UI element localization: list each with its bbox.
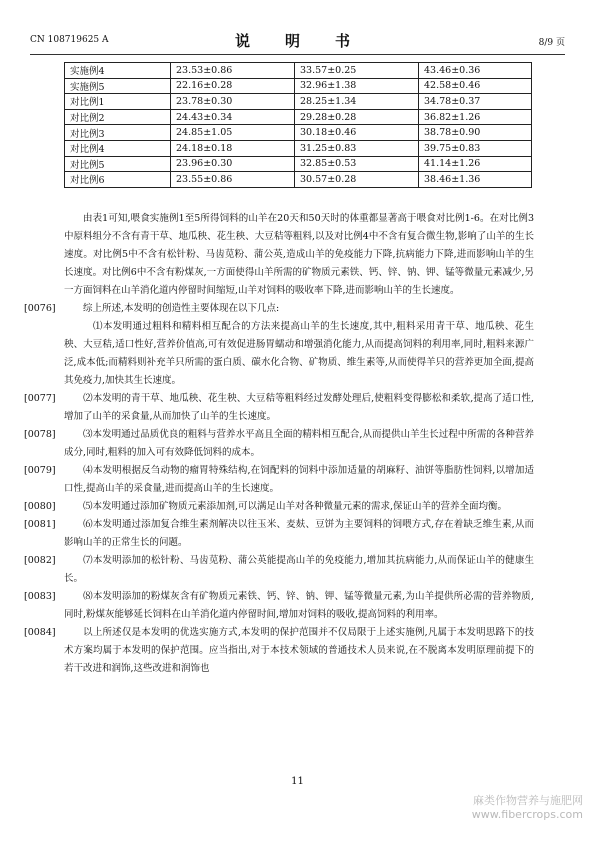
paragraph [24, 624, 534, 678]
table-cell-value: 23.96±0.30 [171, 156, 295, 172]
paragraph-number: [0079] [24, 465, 56, 476]
page-title: 说 明 书 [234, 32, 360, 50]
paragraph-text: 由表1可知,喂食实施例1至5所得饲料的山羊在20天和50天时的体重都显著高于喂食对比例1-6。在对比例3中原料组分不含有青干草、地瓜秧、花生秧、大豆秸等粗料,以及对比例4中不含有复合微生物,影响了山羊的生长速度。对比例5中不含有松针粉、马齿苋粉、蒲公英,造成山羊的免疫能力下降,抗病能力下降,进而影响山羊的生长速度。对比例6中不含有粉煤灰,一方面使得山羊所需的矿物质元素铁、钙、锌、钠、钾、锰等微量元素减少,另一方面饲料在山羊消化道内停留时间缩短,山羊对饲料的吸收率下降,进而影响山羊的生长速度。 [64, 213, 534, 296]
paragraph-text: ⑷本发明根据反刍动物的瘤胃特殊结构,在饲配料的饲料中添加适量的胡麻籽、油饼等脂肪性饲料,以增加适口性,提高山羊的采食量,进而提高山羊的生长速度。 [64, 465, 534, 494]
table-cell-value: 32.96±1.38 [295, 78, 419, 94]
table-cell-label: 对比例2 [65, 109, 171, 125]
paragraph-text: 以上所述仅是本发明的优选实施方式,本发明的保护范围并不仅局限于上述实施例,凡属于本发明思路下的技术方案均属于本发明的保护范围。应当指出,对于本技术领域的普通技术人员来说,在不脱离本发明原理前提下的若干改进和润饰,这些改进和润饰也 [64, 627, 534, 674]
table-cell-value: 38.78±0.90 [419, 125, 532, 141]
table-row [65, 94, 532, 110]
paragraph-number: [0081] [24, 519, 56, 530]
table-cell-value: 30.57±0.28 [295, 172, 419, 188]
paragraph [24, 588, 534, 624]
table-cell-value: 29.28±0.28 [295, 109, 419, 125]
paragraph [24, 516, 534, 552]
watermark [472, 794, 583, 822]
page-number: 11 [291, 776, 304, 787]
table-cell-value: 22.16±0.28 [171, 78, 295, 94]
table-cell-value: 41.14±1.26 [419, 156, 532, 172]
paragraph-number: [0084] [24, 627, 56, 638]
paragraph-text: ⑹本发明通过添加复合维生素剂解决以往玉米、麦麸、豆饼为主要饲料的饲喂方式,存在着缺乏维生素,从而影响山羊的正常生长的问题。 [64, 519, 534, 548]
table-cell-label: 对比例5 [65, 156, 171, 172]
table-cell-value: 30.18±0.46 [295, 125, 419, 141]
table-row [65, 78, 532, 94]
paragraph-number: [0077] [24, 393, 56, 404]
table-cell-label: 实施例4 [65, 63, 171, 79]
table-row [65, 156, 532, 172]
paragraph [64, 318, 534, 390]
paragraph-text: ⑺本发明添加的松针粉、马齿苋粉、蒲公英能提高山羊的免疫能力,增加其抗病能力,从而保证山羊的健康生长。 [64, 555, 534, 584]
table-cell-value: 34.78±0.37 [419, 94, 532, 110]
paragraph-text: ⑸本发明通过添加矿物质元素添加剂,可以满足山羊对各种微量元素的需求,保证山羊的营养全面均衡。 [83, 501, 508, 512]
paragraph-number: [0076] [24, 303, 56, 314]
paragraph [24, 498, 534, 516]
table-cell-value: 23.55±0.86 [171, 172, 295, 188]
table-cell-value: 23.53±0.86 [171, 63, 295, 79]
paragraph [24, 300, 534, 318]
table-cell-value: 36.82±1.26 [419, 109, 532, 125]
table-row [65, 140, 532, 156]
results-table [64, 62, 532, 188]
table-cell-value: 39.75±0.83 [419, 140, 532, 156]
table-row [65, 125, 532, 141]
table-cell-value: 33.57±0.25 [295, 63, 419, 79]
patent-number: CN 108719625 A [30, 35, 109, 45]
paragraph-number: [0080] [24, 501, 56, 512]
paragraph [24, 390, 534, 426]
paragraph [64, 210, 534, 300]
table-cell-value: 28.25±1.34 [295, 94, 419, 110]
table-cell-label: 对比例3 [65, 125, 171, 141]
paragraph-number: [0082] [24, 555, 56, 566]
paragraph-number: [0083] [24, 591, 56, 602]
table-row [65, 109, 532, 125]
watermark-url: www.fibercrops.com [471, 808, 583, 821]
paragraph [24, 426, 534, 462]
table-row [65, 63, 532, 79]
table-cell-value: 32.85±0.53 [295, 156, 419, 172]
header-rule [30, 54, 565, 55]
paragraph-text: ⑵本发明的青干草、地瓜秧、花生秧、大豆秸等粗料经过发酵处理后,使粗料变得膨松和柔软,提高了适口性,增加了山羊的采食量,从而加快了山羊的生长速度。 [64, 393, 534, 422]
paragraph [24, 552, 534, 588]
table-cell-value: 31.25±0.83 [295, 140, 419, 156]
paragraph [24, 462, 534, 498]
watermark-title: 麻类作物营养与施肥网 [473, 794, 583, 807]
paragraph-text: ⑴本发明通过粗料和精料相互配合的方法来提高山羊的生长速度,其中,粗料采用青干草、地瓜秧、花生秧、大豆秸,适口性好,营养价值高,可有效促进肠胃蠕动和增强消化能力,从而提高饲料的利用率,同时,粗料来源广泛,成本低;而精料则补充羊只所需的蛋白质、碳水化合物、矿物质、维生素等,从而使得羊只的营养更加全面,提高其免疫力,加快其生长速度。 [64, 321, 534, 386]
paragraph-text: ⑻本发明添加的粉煤灰含有矿物质元素铁、钙、锌、钠、钾、锰等微量元素,为山羊提供所必需的营养物质,同时,粉煤灰能够延长饲料在山羊消化道内停留时间,增加对饲料的吸收,提高饲料的利用率。 [64, 591, 534, 620]
table-cell-value: 42.58±0.46 [419, 78, 532, 94]
paragraph-text: 综上所述,本发明的创造性主要体现在以下几点: [83, 303, 280, 314]
table-cell-value: 24.18±0.18 [171, 140, 295, 156]
description-body [24, 210, 534, 678]
page-header [30, 30, 565, 50]
table-cell-value: 43.46±0.36 [419, 63, 532, 79]
table-row [65, 172, 532, 188]
table-cell-label: 实施例5 [65, 78, 171, 94]
table-cell-value: 24.85±1.05 [171, 125, 295, 141]
table-cell-label: 对比例4 [65, 140, 171, 156]
page-indicator: 8/9 页 [538, 38, 565, 48]
paragraph-text: ⑶本发明通过品质优良的粗料与营养水平高且全面的精料相互配合,从而提供山羊生长过程中所需的各种营养成分,同时,粗料的加入可有效降低饲料的成本。 [64, 429, 534, 458]
paragraph-number: [0078] [24, 429, 56, 440]
table-cell-label: 对比例6 [65, 172, 171, 188]
table-cell-value: 23.78±0.30 [171, 94, 295, 110]
table-cell-value: 38.46±1.36 [419, 172, 532, 188]
table-cell-value: 24.43±0.34 [171, 109, 295, 125]
table-cell-label: 对比例1 [65, 94, 171, 110]
